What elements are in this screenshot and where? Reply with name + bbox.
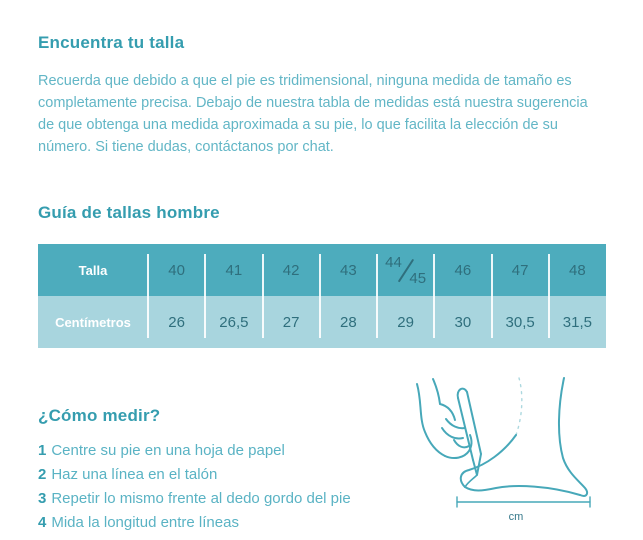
size-cell: 46: [434, 244, 491, 296]
cm-cell: 28: [320, 296, 377, 348]
how-to-measure-heading: ¿Cómo medir?: [38, 406, 161, 425]
step-number: 3: [38, 490, 47, 507]
size-45: 45: [409, 269, 427, 287]
step-number: 4: [38, 514, 47, 531]
size-cell: 42: [263, 244, 320, 296]
page-title: Encuentra tu talla: [38, 33, 185, 52]
intro-paragraph: Recuerda que debido a que el pie es tridimensional, ninguna medida de tamaño es completamente precisa. Debajo de nuestra tabla de medidas está nuestra sugerencia de que obtenga una medida aproximada a su pie, lo que facilita la elección de su número. Si tiene dudas, contáctanos por chat.: [38, 73, 588, 155]
step-text: Centre su pie en una hoja de papel: [51, 442, 285, 459]
step-text: Mida la longitud entre líneas: [51, 514, 239, 531]
cm-cell: 27: [263, 296, 320, 348]
cm-cell: 30,5: [492, 296, 549, 348]
cm-cell: 26: [148, 296, 205, 348]
cm-cell: 30: [434, 296, 491, 348]
size-cell: 40: [148, 244, 205, 296]
cm-row-label: Centímetros: [38, 296, 148, 348]
step-number: 1: [38, 442, 47, 459]
size-cell: 47: [492, 244, 549, 296]
step-text: Haz una línea en el talón: [51, 466, 218, 483]
size-row-label: Talla: [38, 244, 148, 296]
cm-cell: 29: [377, 296, 434, 348]
size-cell: 41: [205, 244, 262, 296]
size-table: [38, 244, 606, 348]
size-cell: 48: [549, 244, 606, 296]
step-number: 2: [38, 466, 47, 483]
cm-cell: 26,5: [205, 296, 262, 348]
cm-cell: 31,5: [549, 296, 606, 348]
cm-unit-label: cm: [508, 511, 524, 523]
size-cell-44-45: [377, 244, 434, 296]
size-guide-heading: Guía de tallas hombre: [38, 203, 220, 222]
size-cell: 43: [320, 244, 377, 296]
foot-measuring-illustration: [402, 374, 628, 536]
step-text: Repetir lo mismo frente al dedo gordo del pie: [51, 490, 351, 507]
size-44: 44: [385, 253, 402, 271]
